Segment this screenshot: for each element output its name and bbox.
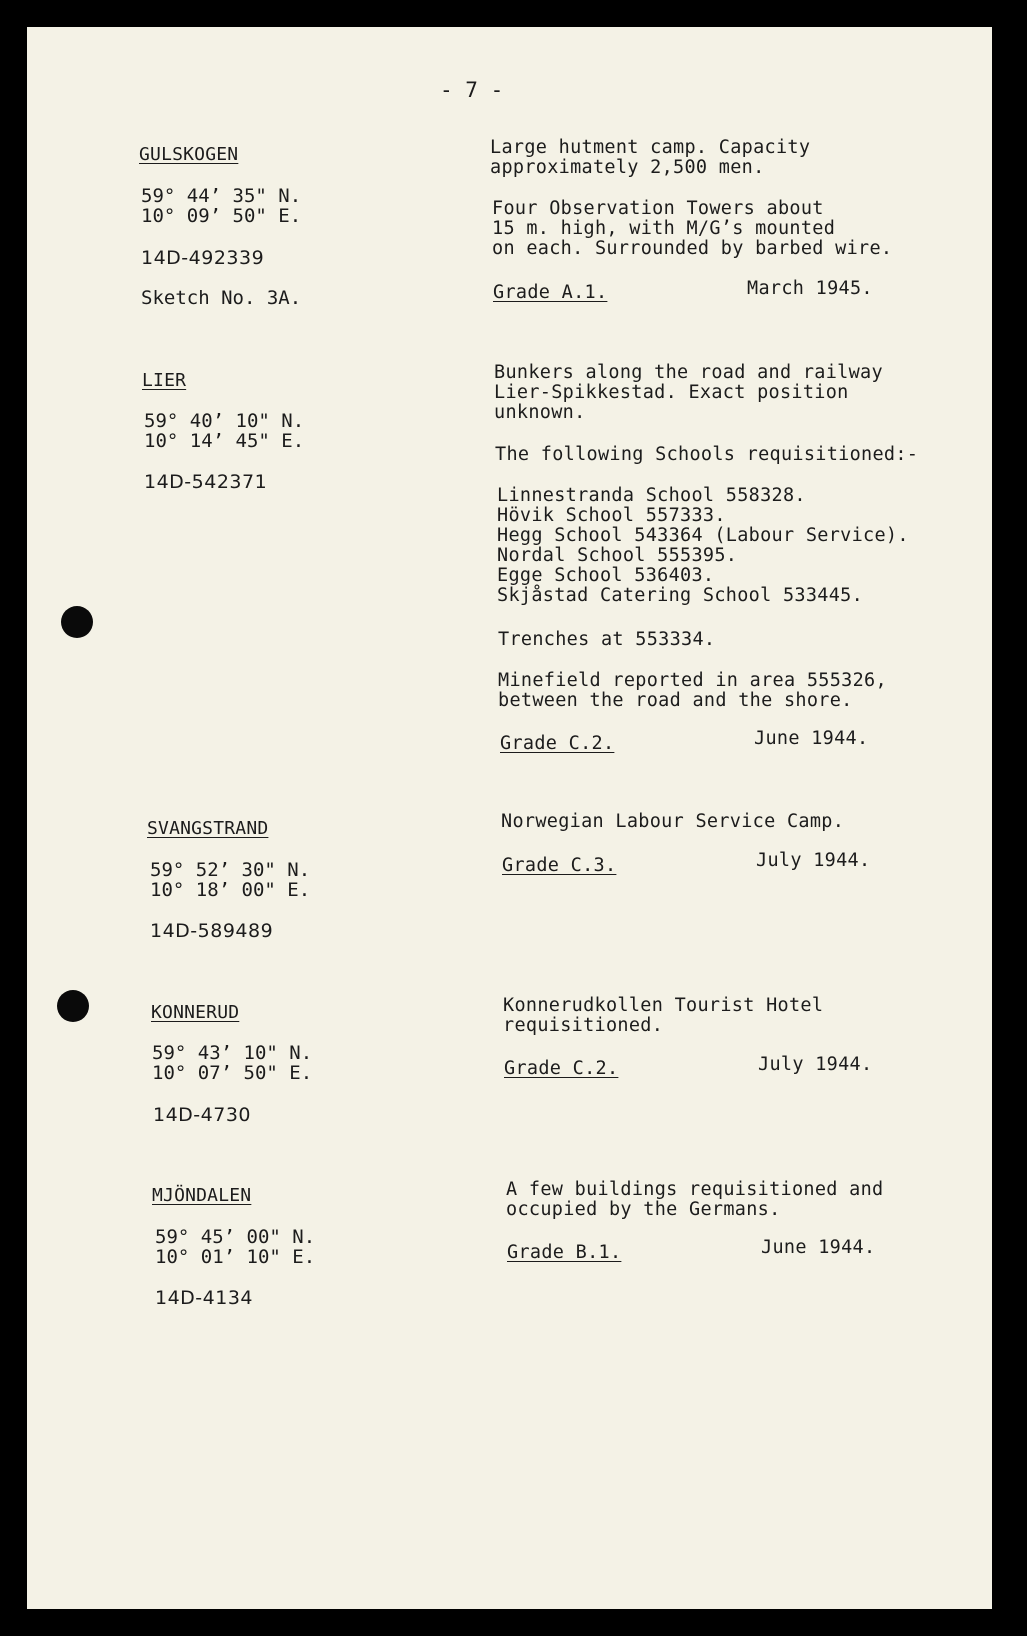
- sketch-reference: Sketch No. 3A.: [141, 287, 302, 309]
- description-line: requisitioned.: [503, 1015, 664, 1036]
- report-date: July 1944.: [756, 850, 871, 871]
- description-line: 15 m. high, with M/G’s mounted: [492, 218, 836, 239]
- longitude: 10° 09’ 50" E.: [141, 205, 302, 227]
- description-line: unknown.: [494, 402, 586, 423]
- location-name: MJÖNDALEN: [152, 1185, 252, 1206]
- latitude: 59° 52’ 30" N.: [150, 859, 311, 881]
- longitude: 10° 14’ 45" E.: [144, 430, 305, 452]
- latitude: 59° 44’ 35" N.: [141, 185, 302, 207]
- description-line: Bunkers along the road and railway: [494, 362, 883, 383]
- location-name: KONNERUD: [151, 1002, 240, 1023]
- longitude: 10° 18’ 00" E.: [150, 879, 311, 901]
- location-name: LIER: [142, 370, 187, 391]
- description-line: occupied by the Germans.: [506, 1199, 781, 1220]
- description-line: Konnerudkollen Tourist Hotel: [503, 995, 824, 1016]
- report-date: March 1945.: [747, 278, 873, 299]
- report-date: July 1944.: [758, 1054, 873, 1075]
- location-name: SVANGSTRAND: [147, 818, 269, 839]
- description-line: Egge School 536403.: [497, 565, 715, 586]
- grid-reference: 14D-4730: [153, 1104, 252, 1126]
- grade: Grade B.1.: [507, 1242, 622, 1263]
- latitude: 59° 40’ 10" N.: [144, 410, 305, 432]
- grid-reference: 14D-589489: [150, 920, 274, 942]
- description-line: between the road and the shore.: [498, 690, 853, 711]
- description-line: Minefield reported in area 555326,: [498, 670, 887, 691]
- description-line: A few buildings requisitioned and: [506, 1179, 884, 1200]
- description-line: Linnestranda School 558328.: [497, 485, 806, 506]
- description-line: Four Observation Towers about: [492, 198, 824, 219]
- description-line: Trenches at 553334.: [498, 629, 716, 650]
- grade: Grade C.2.: [504, 1058, 619, 1079]
- grade: Grade C.2.: [500, 733, 615, 754]
- latitude: 59° 45’ 00" N.: [155, 1226, 316, 1248]
- description-line: Nordal School 555395.: [497, 545, 738, 566]
- page-number: - 7 -: [440, 78, 504, 102]
- description-line: The following Schools requisitioned:-: [495, 444, 919, 465]
- description-line: Lier-Spikkestad. Exact position: [494, 382, 849, 403]
- description-line: approximately 2,500 men.: [490, 157, 765, 178]
- grade: Grade A.1.: [493, 282, 608, 303]
- grid-reference: 14D-4134: [155, 1287, 254, 1309]
- punch-hole: [61, 606, 93, 638]
- longitude: 10° 07’ 50" E.: [152, 1062, 313, 1084]
- report-date: June 1944.: [761, 1237, 876, 1258]
- description-line: Large hutment camp. Capacity: [490, 137, 811, 158]
- description-line: Skjåstad Catering School 533445.: [497, 585, 864, 606]
- location-name: GULSKOGEN: [139, 144, 239, 165]
- grid-reference: 14D-542371: [144, 471, 268, 493]
- description-line: Hövik School 557333.: [497, 505, 726, 526]
- punch-hole: [57, 990, 89, 1022]
- latitude: 59° 43’ 10" N.: [152, 1042, 313, 1064]
- description-line: Norwegian Labour Service Camp.: [501, 811, 845, 832]
- grid-reference: 14D-492339: [141, 247, 265, 269]
- description-line: Hegg School 543364 (Labour Service).: [497, 525, 909, 546]
- grade: Grade C.3.: [502, 855, 617, 876]
- report-date: June 1944.: [754, 728, 869, 749]
- longitude: 10° 01’ 10" E.: [155, 1246, 316, 1268]
- description-line: on each. Surrounded by barbed wire.: [492, 238, 893, 259]
